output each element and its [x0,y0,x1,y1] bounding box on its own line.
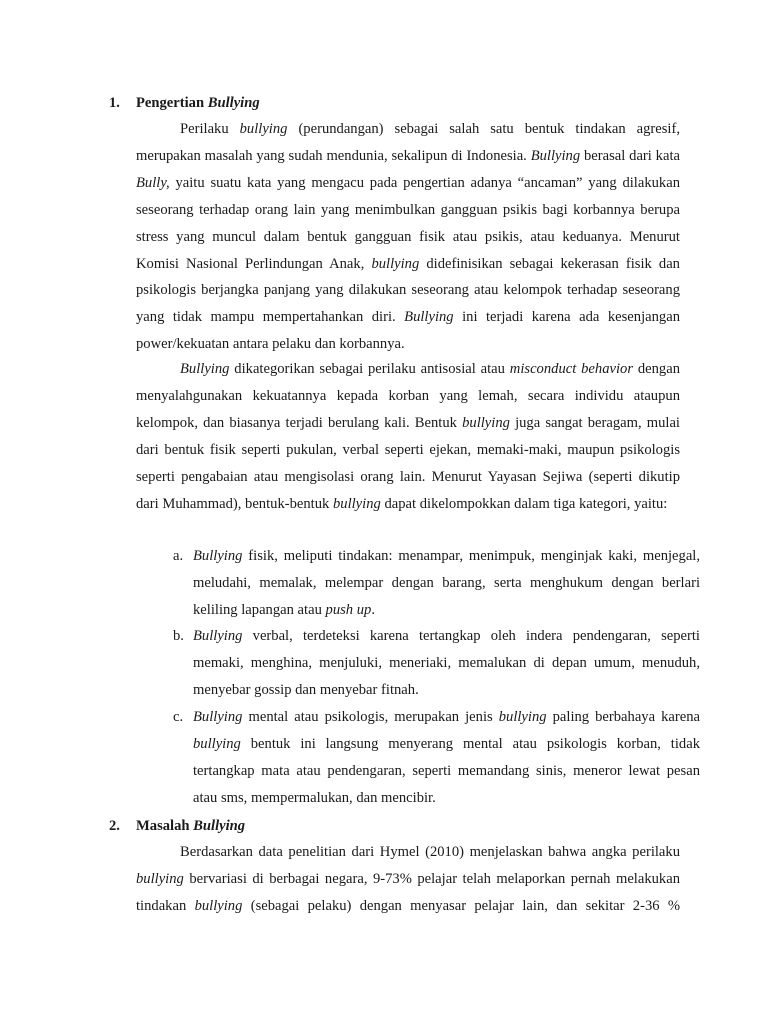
text-run: didefinisikan sebagai kekerasan fisik dan psikologis berjangka panjang yang dilakukan seseorang atau kelompok terhadap seseorang yang tidak mampu mempertahankan diri. [136,255,680,326]
emphasis-term: bullying [371,255,420,272]
text-run: dikategorikan sebagai perilaku antisosial atau [229,361,510,377]
emphasis-term: misconduct behavior [509,361,633,377]
section-1-heading [109,93,260,113]
section-2-paragraph-1 [136,839,680,920]
emphasis-term: Bullying [193,548,243,564]
emphasis-term: push up [325,601,372,618]
list-marker: c. [173,709,184,725]
emphasis-term: bullying [194,897,243,914]
emphasis-term: bullying [239,121,288,137]
emphasis-term: bullying [332,495,381,512]
list-item-a [173,543,700,624]
emphasis-term: bullying [136,870,184,887]
emphasis-term: bullying [498,709,547,725]
text-run: juga sangat beragam, mulai dari bentuk fisik seperti pukulan, verbal seperti ejekan, memaki-maki, maupun psikologis seperti pengabaian atau mengisolasi orang lain. Menurut Yayasan Sejiwa (seperti dikutip dari Muhammad), bentuk-bentuk [136,414,680,512]
list-marker: a. [173,548,184,564]
emphasis-term: bullying [193,735,241,752]
text-run: Perilaku [180,121,240,137]
section-number: 2. [109,818,120,834]
emphasis-term: bullying [462,414,510,431]
text-run: yaitu suatu kata yang mengacu pada pengertian adanya “ancaman” yang dilakukan seseorang terhadap orang lain yang menimbulkan gangguan psikis bagi korbannya berupa stress yang muncul dalam bentuk gangguan fisik atau psikis, atau keduanya. Menurut Komisi Nasional Perlindungan Anak, [136,174,680,272]
emphasis-term: Bullying [404,309,454,326]
text-run: (sebagai pelaku) dengan menyasar pelajar lain, dan sekitar 2-36 % [242,897,680,914]
section-1-paragraph-2 [136,356,680,517]
text-run: bentuk ini langsung menyerang mental atau psikologis korban, tidak tertangkap mata atau pendengaran, seperti memandang sinis, meneror lewat pesan atau sms, mempermalukan, dan mencibir. [193,735,700,806]
text-run: paling berbahaya karena [546,709,700,725]
text-run: mental atau psikologis, merupakan jenis [242,709,499,725]
emphasis-term: Bullying [193,709,243,725]
section-title: Masalah [136,818,194,834]
text-run: dengan menyalahgunakan kekuatannya kepada korban yang lemah, secara individu ataupun kelompok, dan biasanya terjadi berulang kali. Bentuk [136,361,680,431]
text-run: verbal, terdeteksi karena tertangkap oleh indera pendengaran, seperti memaki, menghina, menjuluki, meneriaki, memalukan di depan umum, menuduh, menyebar gossip dan menyebar fitnah. [193,628,700,698]
text-run: berasal dari kata [580,147,680,164]
text-run: (perundangan) sebagai salah satu bentuk tindakan agresif, merupakan masalah yang sudah mendunia, sekalipun di Indonesia. [136,121,680,164]
emphasis-term: Bullying [530,147,581,164]
text-run: dapat dikelompokkan dalam tiga kategori, yaitu: [380,495,668,512]
text-run: ini terjadi karena ada kesenjangan power/kekuatan antara pelaku dan korbannya. [136,309,680,353]
section-title-emphasis: Bullying [207,95,260,111]
section-title-emphasis: Bullying [193,818,246,834]
text-run: . [371,601,375,618]
emphasis-term: Bullying [180,361,230,377]
list-item-c [173,704,700,812]
section-1-paragraph-1 [136,116,680,358]
text-run: bervariasi di berbagai negara, 9-73% pelajar telah melaporkan pernah melakukan tindakan [136,870,680,914]
section-2-heading [109,816,245,836]
section-number: 1. [109,95,120,111]
list-item-b [173,623,700,704]
list-marker: b. [173,628,184,644]
emphasis-term: Bully, [136,174,170,191]
emphasis-term: Bullying [193,628,243,644]
text-run: fisik, meliputi tindakan: menampar, menimpuk, menginjak kaki, menjegal, meludahi, memalak, melempar dengan barang, serta menghukum dengan berlari keliling lapangan atau [193,548,700,618]
section-title: Pengertian [136,95,208,111]
text-run: Berdasarkan data penelitian dari Hymel (2010) menjelaskan bahwa angka perilaku [180,844,680,860]
